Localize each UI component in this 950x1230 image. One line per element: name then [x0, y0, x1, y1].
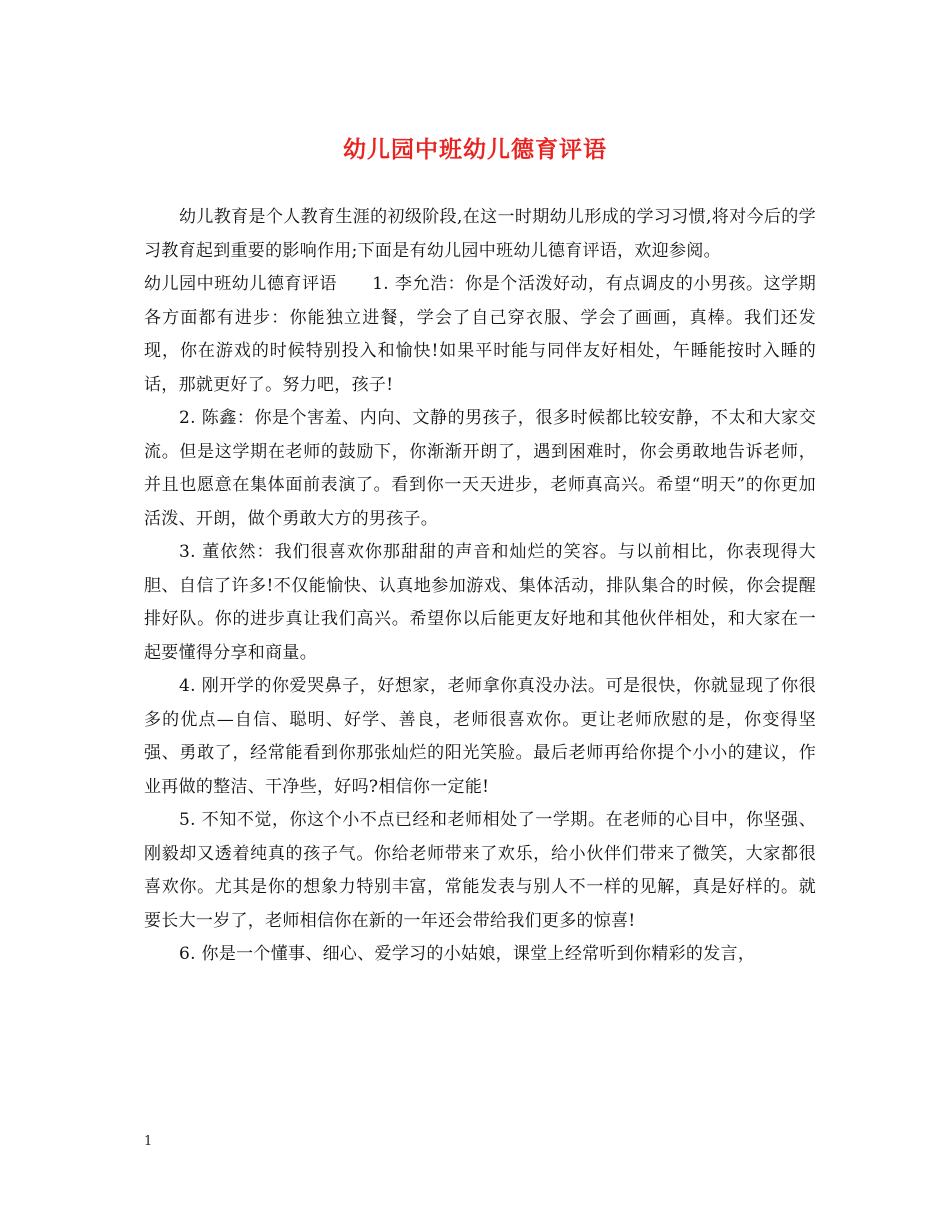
page-number: 1: [144, 1134, 153, 1149]
comment-paragraph-6: 6. 你是一个懂事、细心、爱学习的小姑娘，课堂上经常听到你精彩的发言，: [179, 944, 756, 964]
comment-paragraph-3: 3. 董依然：我们很喜欢你那甜甜的声音和灿烂的笑容。与以前相比，你表现得大胆、自信了许多!不仅能愉快、认真地参加游戏、集体活动，排队集合的时候，你会提醒排好队。你的进步真让我们高兴。希望你以后能更友好地和其他伙伴相处，和大家在一起要懂得分享和商量。: [144, 542, 816, 663]
comment-paragraph-1: 幼儿园中班幼儿德育评语 1. 李允浩：你是个活泼好动，有点调皮的小男孩。这学期各方面都有进步：你能独立进餐，学会了自己穿衣服、学会了画画，真棒。我们还发现，你在游戏的时候特别投入和愉快!如果平时能与同伴友好相处，午睡能按时入睡的话，那就更好了。努力吧，孩子!: [144, 274, 816, 395]
comment-paragraph-5: 5. 不知不觉，你这个小不点已经和老师相处了一学期。在老师的心目中，你坚强、刚毅却又透着纯真的孩子气。你给老师带来了欢乐，给小伙伴们带来了微笑，大家都很喜欢你。尤其是你的想象力特别丰富，常能发表与别人不一样的见解，真是好样的。就要长大一岁了，老师相信你在新的一年还会带给我们更多的惊喜!: [144, 810, 816, 931]
document-body: [144, 201, 816, 972]
comment-paragraph-2: 2. 陈鑫：你是个害羞、内向、文静的男孩子，很多时候都比较安静，不太和大家交流。但是这学期在老师的鼓励下，你渐渐开朗了，遇到困难时，你会勇敢地告诉老师，并且也愿意在集体面前表演了。看到你一天天进步，老师真高兴。希望“明天”的你更加活泼、开朗，做个勇敢大方的男孩子。: [144, 408, 816, 529]
comment-paragraph-4: 4. 刚开学的你爱哭鼻子，好想家，老师拿你真没办法。可是很快，你就显现了你很多的优点—自信、聪明、好学、善良，老师很喜欢你。更让老师欣慰的是，你变得坚强、勇敢了，经常能看到你那张灿烂的阳光笑脸。最后老师再给你提个小小的建议，作业再做的整洁、干净些，好吗?相信你一定能!: [144, 676, 816, 797]
intro-paragraph: 幼儿教育是个人教育生涯的初级阶段,在这一时期幼儿形成的学习习惯,将对今后的学习教育起到重要的影响作用;下面是有幼儿园中班幼儿德育评语，欢迎参阅。: [144, 207, 816, 261]
page-title: 幼儿园中班幼儿德育评语: [343, 136, 607, 163]
